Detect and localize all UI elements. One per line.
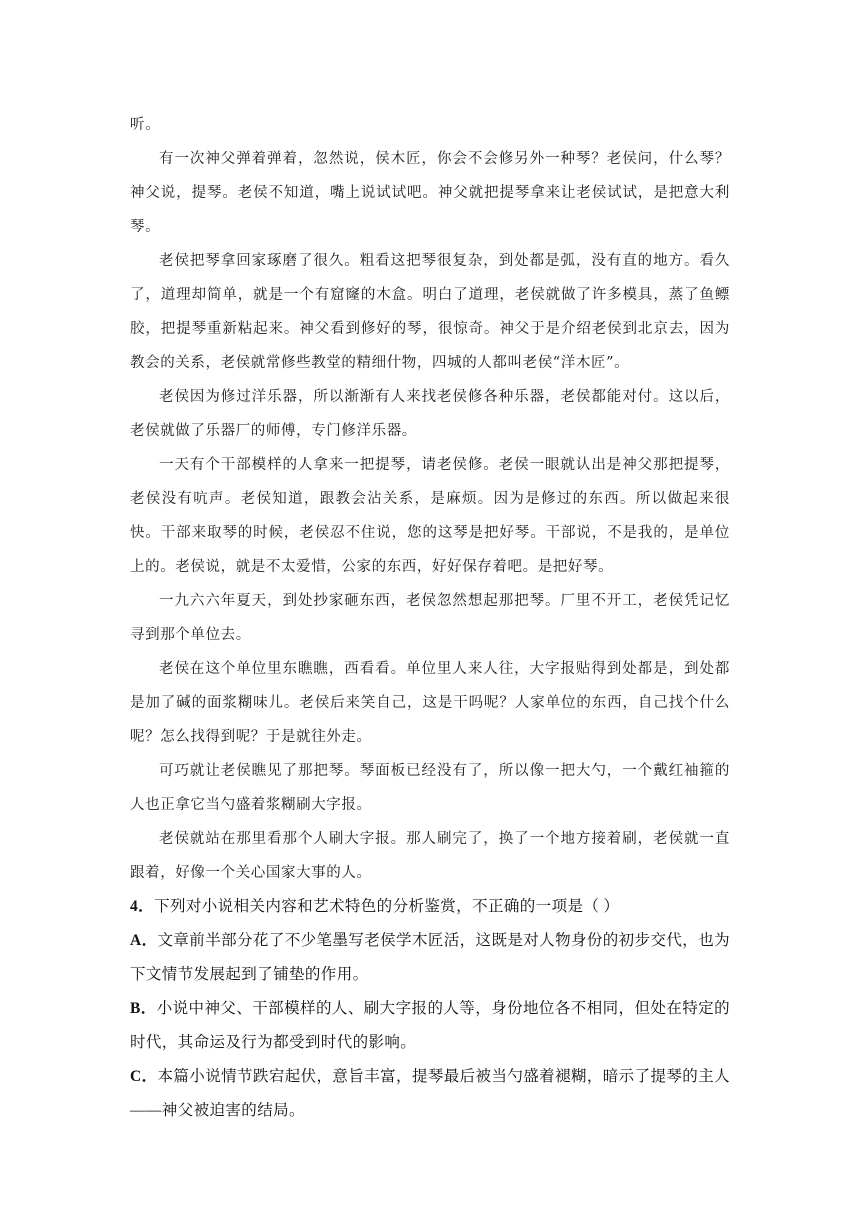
passage-paragraph: 一天有个干部模样的人拿来一把提琴，请老侯修。老侯一眼就认出是神父那把提琴，老侯没有吭声。老侯知道，跟教会沾关系，是麻烦。因为是修过的东西。所以做起来很快。干部来取琴的时候，老侯忍不住说，您的这琴是把好琴。干部说，不是我的，是单位上的。老侯说，就是不太爱惜，公家的东西，好好保存着吧。是把好琴。 (130, 457, 730, 575)
option-b[interactable] (130, 992, 730, 1060)
option-text: 小说中神父、干部模样的人、刷大字报的人等，身份地位各不相同，但处在特定的时代，其命运及行为都受到时代的影响。 (130, 1000, 731, 1051)
passage-paragraph: 有一次神父弹着弹着，忽然说，侯木匠，你会不会修另外一种琴？老侯问，什么琴？神父说，提琴。老侯不知道，嘴上说试试吧。神父就把提琴拿来让老侯试试，是把意大利琴。 (130, 151, 730, 235)
passage-paragraph: 听。 (130, 117, 161, 133)
question-number: 4． (130, 898, 155, 915)
question-stem: 下列对小说相关内容和艺术特色的分析鉴赏，不正确的一项是（ ） (154, 898, 620, 915)
option-letter: C． (130, 1068, 158, 1085)
document-page (130, 108, 730, 1128)
option-a[interactable] (130, 924, 730, 992)
option-text: 本篇小说情节跌宕起伏，意旨丰富，提琴最后被当勺盛着褪糊，暗示了提琴的主人——神父被迫害的结局。 (130, 1068, 730, 1119)
question-4 (130, 890, 730, 1128)
passage-paragraph: 老侯就站在那里看那个人刷大字报。那人刷完了，换了一个地方接着刷，老侯就一直跟着，好像一个关心国家大事的人。 (130, 831, 730, 881)
story-passage (130, 108, 730, 890)
passage-paragraph: 可巧就让老侯瞧见了那把琴。琴面板已经没有了，所以像一把大勺，一个戴红袖箍的人也正拿它当勺盛着浆糊刷大字报。 (130, 763, 730, 813)
option-letter: A． (130, 932, 158, 949)
passage-paragraph: 老侯在这个单位里东瞧瞧，西看看。单位里人来人往，大字报贴得到处都是，到处都是加了碱的面浆糊味儿。老侯后来笑自己，这是干吗呢？人家单位的东西，自己找个什么呢？怎么找得到呢？于是就往外走。 (130, 661, 730, 745)
option-c[interactable] (130, 1060, 730, 1128)
passage-paragraph: 老侯因为修过洋乐器，所以渐渐有人来找老侯修各种乐器，老侯都能对付。这以后，老侯就做了乐器厂的师傅，专门修洋乐器。 (130, 389, 730, 439)
option-text: 文章前半部分花了不少笔墨写老侯学木匠活，这既是对人物身份的初步交代，也为下文情节发展起到了铺垫的作用。 (130, 932, 730, 983)
passage-paragraph: 老侯把琴拿回家琢磨了很久。粗看这把琴很复杂，到处都是弧，没有直的地方。看久了，道理却简单，就是一个有窟窿的木盒。明白了道理，老侯就做了许多模具，蒸了鱼鳔胶，把提琴重新粘起来。神父看到修好的琴，很惊奇。神父于是介绍老侯到北京去，因为教会的关系，老侯就常修些教堂的精细什物，四城的人都叫老侯“洋木匠”。 (130, 253, 730, 371)
question-stem-line (130, 890, 730, 924)
passage-paragraph: 一九六六年夏天，到处抄家砸东西，老侯忽然想起那把琴。厂里不开工，老侯凭记忆寻到那个单位去。 (130, 593, 730, 643)
option-letter: B． (130, 1000, 157, 1017)
